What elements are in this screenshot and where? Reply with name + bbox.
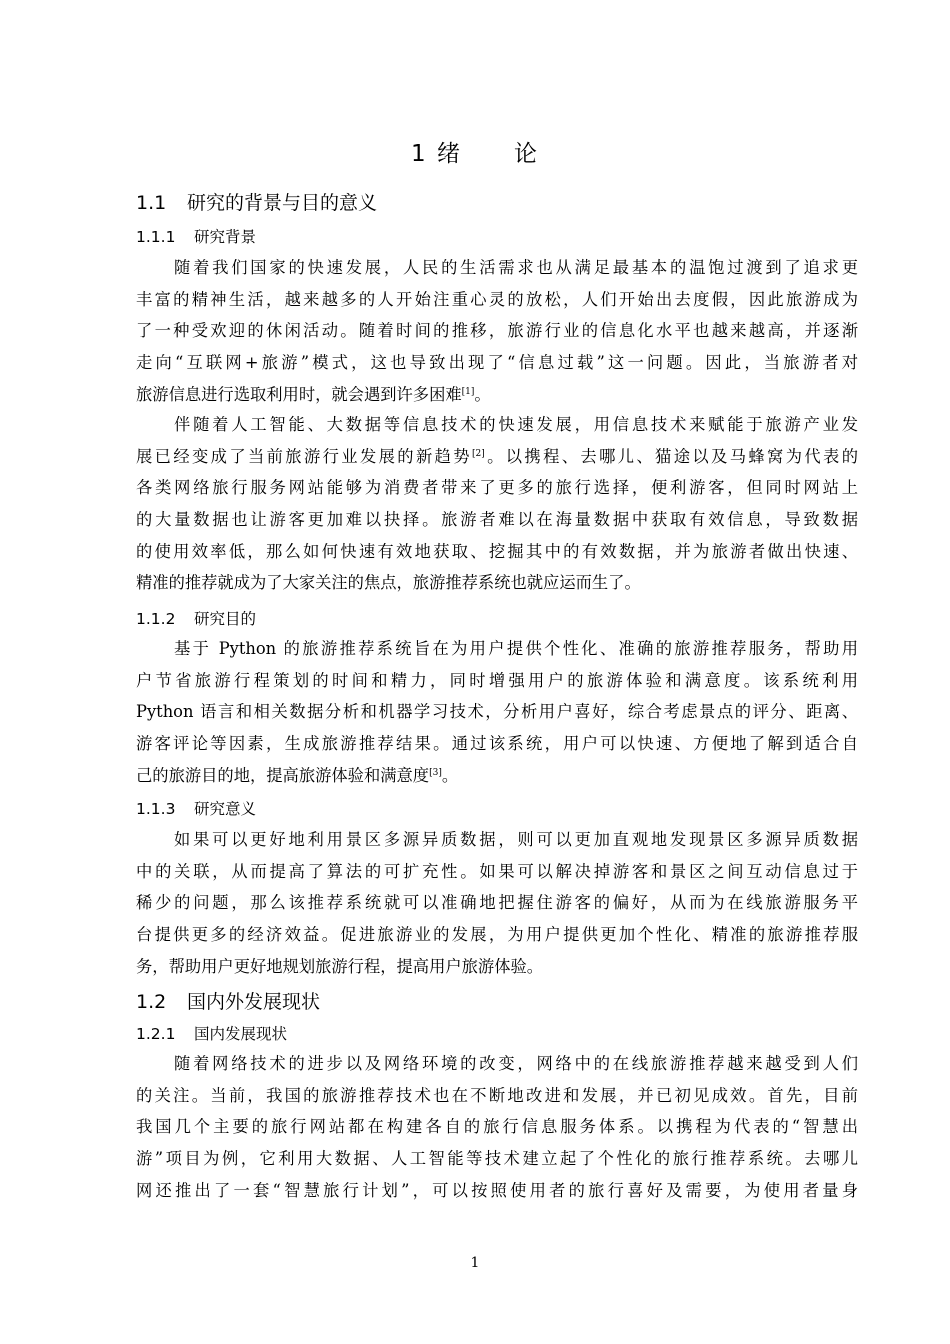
paragraph-background-2: 伴随着人工智能、大数据等信息技术的快速发展，用信息技术来赋能于旅游产业发 展已经变成了当前旅游行业发展的新趋势[2]。以携程、去哪儿、猫途以及马蜂窝为代表的 各类网络旅行服务网站能够为消费者带来了更多的旅行选择，便利游客，但同时网站上 的大量数据也让游客更加难以抉择。旅游者难以在海量数据中获取有效信息，导致数据 的使用效率低，那么如何快速有效地获取、挖掘其中的有效数据，并为旅游者做出快速、 精准的推荐就成为了大家关注的焦点，旅游推荐系统也就应运而生了。 (136, 415, 858, 593)
section-heading-1-1: 1.1 研究的背景与目的意义 (136, 192, 378, 214)
citation-1: [1] (461, 386, 475, 397)
chapter-title (0, 135, 950, 168)
chapter-title-char-2: 论 (513, 141, 539, 167)
subsection-heading-1-1-3: 1.1.3 研究意义 (136, 800, 257, 818)
subsection-heading-1-1-2: 1.1.2 研究目的 (136, 610, 257, 628)
chapter-title-char-1: 绪 (436, 141, 462, 167)
subsection-heading-1-1-1: 1.1.1 研究背景 (136, 228, 257, 246)
paragraph-domestic-status: 随着网络技术的进步以及网络环境的改变，网络中的在线旅游推荐越来越受到人们 的关注。当前，我国的旅游推荐技术也在不断地改进和发展，并已初见成效。首先，目前 我国几个主要的旅行网站都在构建各自的旅行信息服务体系。以携程为代表的“智慧出 游”项目为例，它利用大数据、人工智能等技术建立起了个性化的旅行推荐系统。去哪儿 网还推出了一套“智慧旅行计划”，可以按照使用者的旅行喜好及需要，为使用者量身 (136, 1054, 858, 1200)
paragraph-significance: 如果可以更好地利用景区多源异质数据，则可以更加直观地发现景区多源异质数据 中的关联，从而提高了算法的可扩充性。如果可以解决掉游客和景区之间互动信息过于 稀少的问题，那么该推荐系统就可以准确地把握住游客的偏好，从而为在线旅游服务平 台提供更多的经济效益。促进旅游业的发展，为用户提供更加个性化、精准的旅游推荐服 务，帮助用户更好地规划旅游行程，提高用户旅游体验。 (136, 830, 858, 976)
citation-3: [3] (429, 767, 442, 778)
page-number: 1 (470, 1255, 480, 1271)
subsection-heading-1-2-1: 1.2.1 国内发展现状 (136, 1025, 288, 1043)
citation-2: [2] (471, 448, 485, 459)
paragraph-background-1: 随着我们国家的快速发展，人民的生活需求也从满足最基本的温饱过渡到了追求更 丰富的精神生活，越来越多的人开始注重心灵的放松，人们开始出去度假，因此旅游成为 了一种受欢迎的休闲活动。随着时间的推移，旅游行业的信息化水平也越来越高，并逐渐 走向“互联网+旅游”模式，这也导致出现了“信息过载”这一问题。因此，当旅游者对 旅游信息进行选取利用时，就会遇到许多困难[1]。 (136, 258, 858, 404)
section-heading-1-2: 1.2 国内外发展现状 (136, 991, 321, 1013)
chapter-number: 1 (411, 141, 428, 167)
paragraph-purpose: 基于 Python 的旅游推荐系统旨在为用户提供个性化、准确的旅游推荐服务，帮助用 户节省旅游行程策划的时间和精力，同时增强用户的旅游体验和满意度。该系统利用 Python 语言和相关数据分析和机器学习技术，分析用户喜好，综合考虑景点的评分、距离、 游客评论等因素，生成旅游推荐结果。通过该系统，用户可以快速、方便地了解到适合自 己的旅游目的地，提高旅游体验和满意度[3]。 (136, 639, 858, 785)
